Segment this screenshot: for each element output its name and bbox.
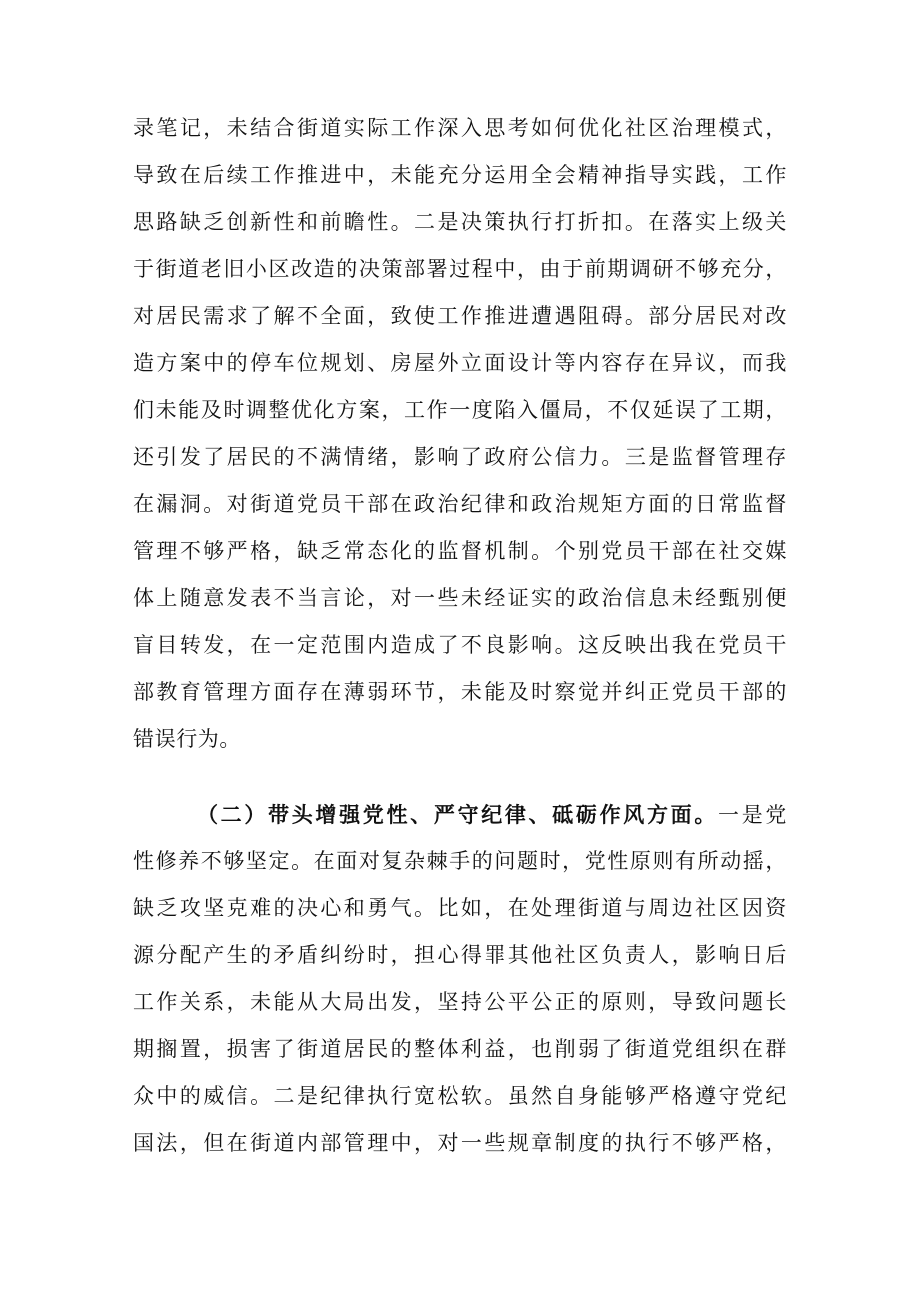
paragraph-1-line: 部教育管理方面存在薄弱环节，未能及时察觉并纠正党员干部的: [133, 680, 787, 704]
paragraph-2-line: 源分配产生的矛盾纠纷时，担心得罪其他社区负责人，影响日后: [133, 943, 787, 967]
paragraph-1-line: 管理不够严格，缺乏常态化的监督机制。个别党员干部在社交媒: [133, 539, 787, 563]
paragraph-1-line: 还引发了居民的不满情绪，影响了政府公信力。三是监督管理存: [133, 445, 787, 469]
paragraph-2-first-line: [133, 791, 787, 838]
paragraph-1-line: 盲目转发，在一定范围内造成了不良影响。这反映出我在党员干: [133, 633, 787, 657]
paragraph-1-line: 们未能及时调整优化方案，工作一度陷入僵局，不仅延误了工期，: [133, 398, 787, 422]
paragraph-2-line: 性修养不够坚定。在面对复杂棘手的问题时，党性原则有所动摇，: [133, 849, 787, 873]
paragraph-2-line: 期搁置，损害了街道居民的整体利益，也削弱了街道党组织在群: [133, 1037, 787, 1061]
paragraph-1-line: 错误行为。: [133, 727, 241, 751]
paragraph-2-line: 工作关系，未能从大局出发，坚持公平公正的原则，导致问题长: [133, 990, 787, 1014]
paragraph-2-line: 众中的威信。二是纪律执行宽松软。虽然自身能够严格遵守党纪: [133, 1084, 787, 1108]
paragraph-1-line: 造方案中的停车位规划、房屋外立面设计等内容存在异议，而我: [133, 351, 787, 375]
paragraph-2-line: 缺乏攻坚克难的决心和勇气。比如，在处理街道与周边社区因资: [133, 896, 787, 920]
paragraph-1-line: 录笔记，未结合街道实际工作深入思考如何优化社区治理模式，: [133, 116, 787, 140]
section-heading: （二）带头增强党性、严守纪律、砥砺作风方面。: [197, 802, 719, 827]
paragraph-1-line: 于街道老旧小区改造的决策部署过程中，由于前期调研不够充分，: [133, 257, 787, 281]
paragraph-2: [133, 791, 787, 1167]
paragraph-1-line: 体上随意发表不当言论，对一些未经证实的政治信息未经甄别便: [133, 586, 787, 610]
paragraph-2-line: 国法，但在街道内部管理中，对一些规章制度的执行不够严格，: [133, 1131, 787, 1155]
paragraph-1-line: 对居民需求了解不全面，致使工作推进遭遇阻碍。部分居民对改: [133, 304, 787, 328]
paragraph-1: [133, 105, 787, 763]
paragraph-1-line: 在漏洞。对街道党员干部在政治纪律和政治规矩方面的日常监督: [133, 492, 787, 516]
paragraph-2-first-line-text: 一是党: [718, 803, 787, 827]
paragraph-1-line: 思路缺乏创新性和前瞻性。二是决策执行打折扣。在落实上级关: [133, 210, 787, 234]
paragraph-1-line: 导致在后续工作推进中，未能充分运用全会精神指导实践，工作: [133, 163, 787, 187]
